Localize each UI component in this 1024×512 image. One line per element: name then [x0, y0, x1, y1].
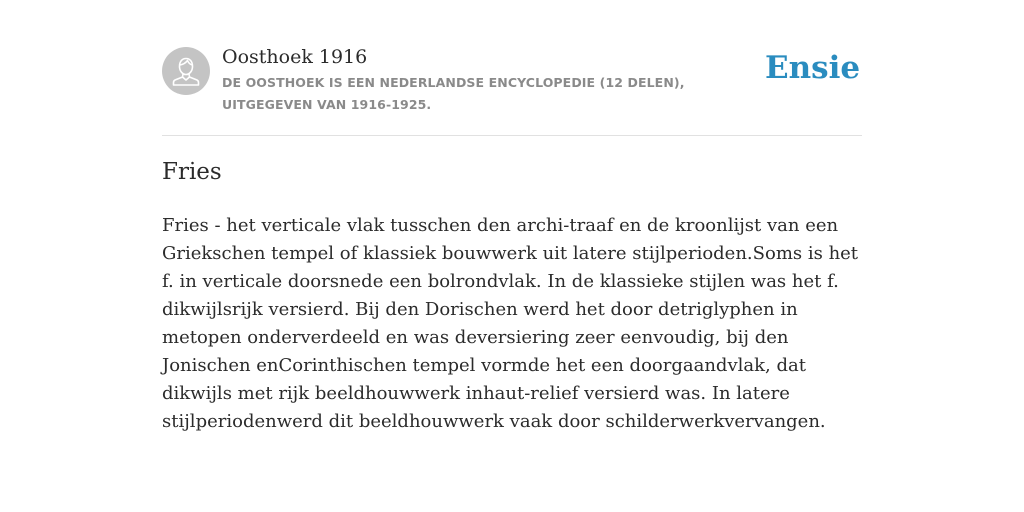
source-name[interactable]: Oosthoek 1916	[222, 46, 368, 68]
source-description: DE OOSTHOEK IS EEN NEDERLANDSE ENCYCLOPEDIE (12 DELEN), UITGEGEVEN VAN 1916-1925.	[222, 75, 685, 112]
divider	[162, 135, 862, 136]
page-title: Fries	[162, 159, 222, 185]
user-avatar-icon	[162, 47, 210, 95]
ensie-logo[interactable]: Ensie	[765, 50, 861, 86]
avatar[interactable]	[162, 47, 210, 95]
article-body: Fries - het verticale vlak tusschen den archi-traaf en de kroonlijst van een Griekschen tempel of klassiek bouwwerk uit latere stijlperioden.Soms is het f. in verticale doorsnede een bolrondvlak. In de klassieke stijlen was het f. dikwijlsrijk versierd. Bij den Dorischen werd het door detriglyphen in metopen onderverdeeld en was deversiering zeer eenvoudig, bij den Jonischen enCorinthischen tempel vormde het een doorgaandvlak, dat dikwijls met rijk beeldhouwwerk inhaut-relief versierd was. In latere stijlperiodenwerd dit beeldhouwwerk vaak door schilderwerkvervangen.	[162, 215, 859, 432]
source-header	[162, 44, 862, 134]
